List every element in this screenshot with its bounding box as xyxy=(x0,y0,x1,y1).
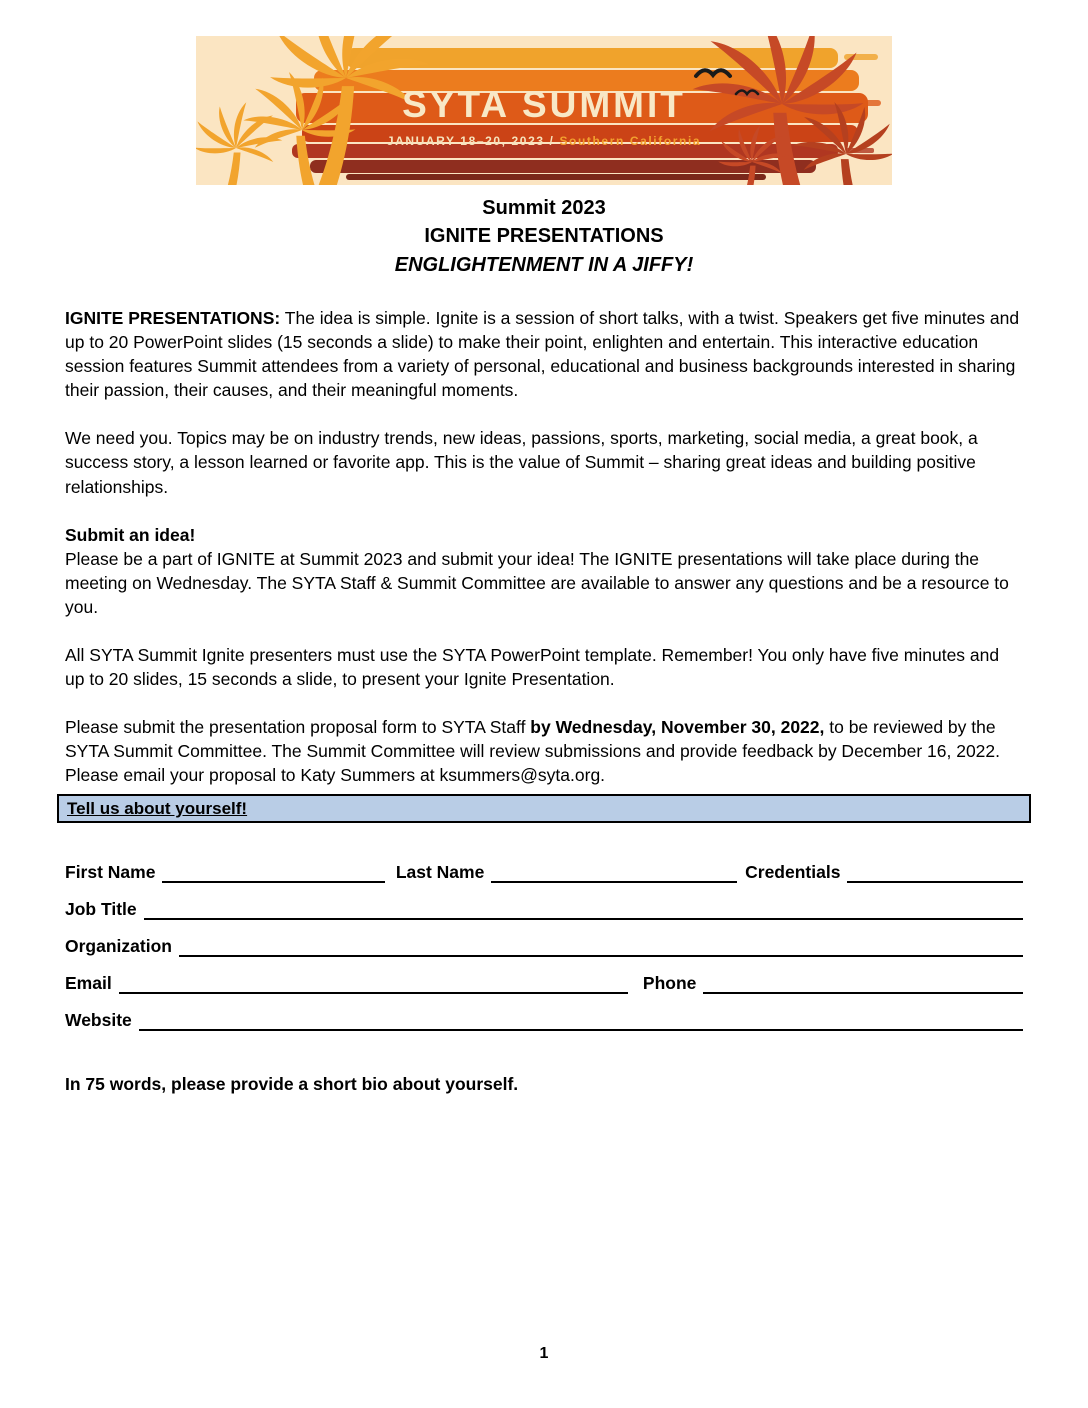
intro-text: The idea is simple. Ignite is a session of short talks, with a twist. Speakers get five minutes and up to 20 PowerPoint slides (15 seconds a slide) to make their point, enlighten and entertain. This interactive education session features Summit attendees from a variety of personal, educational and business backgrounds interested in sharing their passion, their causes, and their meaningful moments. xyxy=(65,308,1020,401)
job-title-row xyxy=(65,896,1023,920)
bio-prompt: In 75 words, please provide a short bio about yourself. xyxy=(65,1074,519,1095)
intro-lead: IGNITE PRESENTATIONS: xyxy=(65,308,281,329)
job-title-field[interactable] xyxy=(144,898,1023,920)
credentials-field[interactable] xyxy=(847,861,1023,883)
phone-field[interactable] xyxy=(703,972,1023,994)
summit-banner xyxy=(196,36,892,185)
proposal-text-end: to be reviewed by the SYTA Summit Committee. The Summit Committee will review submissions and provide feedback by December 16, 2022. Please email your proposal to Katy Summers at ksummers@syta.org. xyxy=(65,716,1001,786)
page-number: 1 xyxy=(539,1345,549,1362)
last-name-field[interactable] xyxy=(491,861,737,883)
organization-field[interactable] xyxy=(179,935,1023,957)
proposal-text-start: Please submit the presentation proposal form to SYTA Staff xyxy=(65,716,526,737)
banner-title: SYTA SUMMIT xyxy=(402,84,686,125)
submit-idea-heading: Submit an idea! xyxy=(65,524,196,545)
about-yourself-form xyxy=(65,859,1023,1031)
organization-row xyxy=(65,933,1023,957)
proposal-deadline: by Wednesday, November 30, 2022, xyxy=(525,716,825,737)
banner-location: Southern California xyxy=(559,134,702,148)
website-label: Website xyxy=(65,1010,132,1031)
banner-subtitle xyxy=(196,134,892,148)
credentials-label: Credentials xyxy=(745,862,841,883)
website-field[interactable] xyxy=(139,1009,1023,1031)
tell-us-section-header xyxy=(57,794,1031,823)
document-heading xyxy=(0,194,1088,279)
submit-idea-paragraph xyxy=(65,523,1023,619)
template-paragraph: All SYTA Summit Ignite presenters must use the SYTA PowerPoint template. Remember! You only have five minutes and up to 20 slides, 15 seconds a slide, to present your Ignite Presentation. xyxy=(65,644,1000,689)
name-row xyxy=(65,859,1023,883)
heading-line-2: IGNITE PRESENTATIONS xyxy=(424,225,664,248)
banner-date: JANUARY 18–20, 2023 / xyxy=(386,134,555,148)
first-name-field[interactable] xyxy=(162,861,384,883)
job-title-label: Job Title xyxy=(65,899,137,920)
submit-idea-text: Please be a part of IGNITE at Summit 2023 and submit your idea! The IGNITE presentations will take place during the meeting on Wednesday. The SYTA Staff & Summit Committee are available to answer any questions and be a resource to you. xyxy=(65,548,1009,617)
email-phone-row xyxy=(65,970,1023,994)
website-row xyxy=(65,1007,1023,1031)
we-need-you-paragraph: We need you. Topics may be on industry trends, new ideas, passions, sports, marketing, social media, a great book, a success story, a lesson learned or favorite app. This is the value of Summit – sharing great ideas and building positive relationships. xyxy=(65,428,978,497)
last-name-label: Last Name xyxy=(395,862,485,883)
email-field[interactable] xyxy=(119,972,628,994)
email-label: Email xyxy=(65,973,112,994)
heading-line-3: ENGLIGHTENMENT IN A JIFFY! xyxy=(394,253,694,276)
section-header-label: Tell us about yourself! xyxy=(67,798,248,818)
body-content xyxy=(65,306,1023,787)
proposal-paragraph xyxy=(65,715,1023,787)
first-name-label: First Name xyxy=(65,862,156,883)
heading-line-1: Summit 2023 xyxy=(482,197,606,219)
intro-paragraph xyxy=(65,306,1023,402)
phone-label: Phone xyxy=(642,973,697,994)
organization-label: Organization xyxy=(65,936,172,957)
